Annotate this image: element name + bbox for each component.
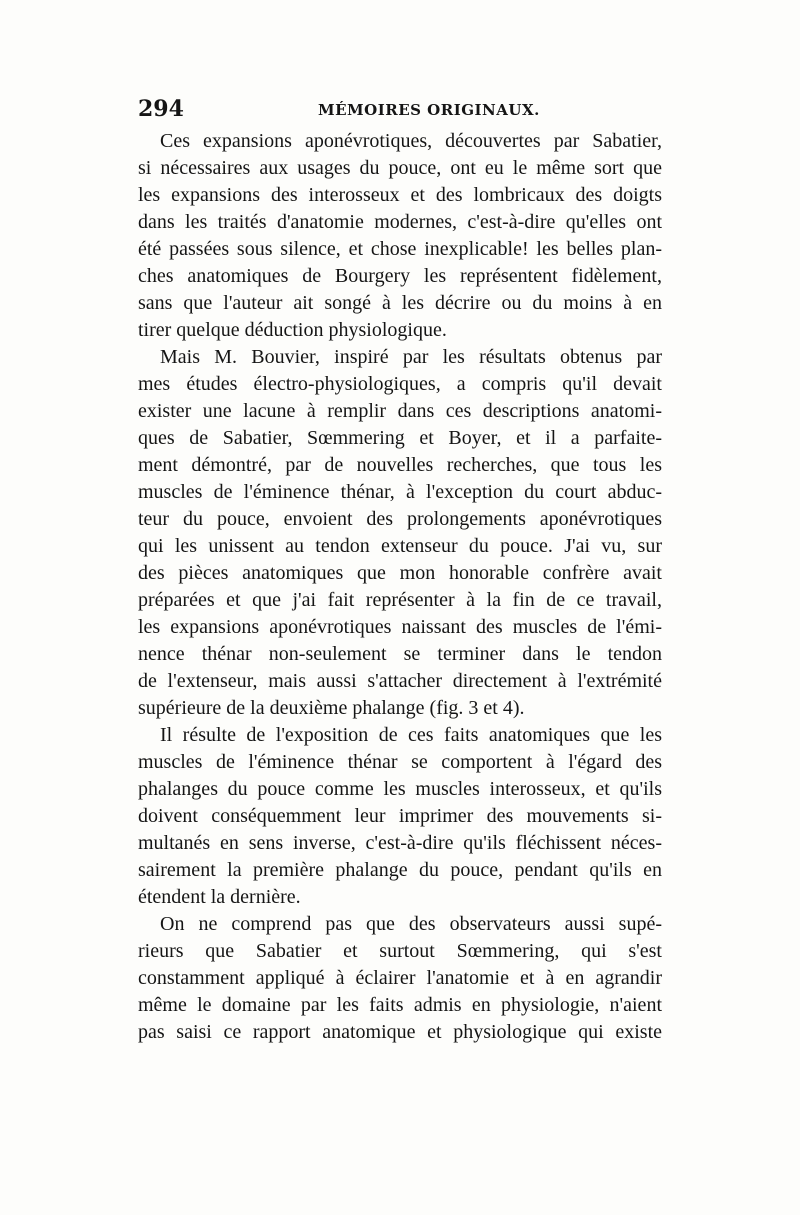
paragraph-3: [138, 722, 662, 911]
text-line: dans les traités d'anatomie modernes, c'est-à-dire qu'elles ont: [138, 211, 662, 233]
text-line: phalanges du pouce comme les muscles interosseux, et qu'ils: [138, 778, 662, 800]
text-line: constamment appliqué à éclairer l'anatomie et à en agrandir: [138, 967, 662, 989]
text-line: sairement la première phalange du pouce, pendant qu'ils en: [138, 859, 662, 881]
text-line: été passées sous silence, et chose inexplicable! les belles plan-: [138, 238, 662, 260]
text-line: préparées et que j'ai fait représenter à la fin de ce travail,: [138, 589, 662, 611]
text-line: exister une lacune à remplir dans ces descriptions anatomi-: [138, 400, 662, 422]
text-line: muscles de l'éminence thénar, à l'exception du court abduc-: [138, 481, 662, 503]
text-line: ques de Sabatier, Sœmmering et Boyer, et il a parfaite-: [138, 427, 662, 449]
text-line: multanés en sens inverse, c'est-à-dire qu'ils fléchissent néces-: [138, 832, 662, 854]
page-number: 294: [138, 96, 184, 122]
text-line: Il résulte de l'exposition de ces faits anatomiques que les: [160, 724, 662, 746]
text-line: étendent la dernière.: [138, 886, 301, 908]
text-line: mes études électro-physiologiques, a compris qu'il devait: [138, 373, 662, 395]
text-line: même le domaine par les faits admis en physiologie, n'aient: [138, 994, 662, 1016]
text-line: On ne comprend pas que des observateurs aussi supé-: [160, 913, 662, 935]
text-line: si nécessaires aux usages du pouce, ont eu le même sort que: [138, 157, 662, 179]
text-line: les expansions des interosseux et des lombricaux des doigts: [138, 184, 662, 206]
text-line: rieurs que Sabatier et surtout Sœmmering, qui s'est: [138, 940, 662, 962]
text-line: de l'extenseur, mais aussi s'attacher directement à l'extrémité: [138, 670, 662, 692]
paragraph-1: [138, 128, 662, 344]
paragraph-2: [138, 344, 662, 722]
text-line: qui les unissent au tendon extenseur du pouce. J'ai vu, sur: [138, 535, 662, 557]
text-line: ment démontré, par de nouvelles recherches, que tous les: [138, 454, 662, 476]
text-line: des pièces anatomiques que mon honorable confrère avait: [138, 562, 662, 584]
text-line: Ces expansions aponévrotiques, découvertes par Sabatier,: [160, 130, 662, 152]
text-line: tirer quelque déduction physiologique.: [138, 319, 447, 341]
text-line: sans que l'auteur ait songé à les décrire ou du moins à en: [138, 292, 662, 314]
running-head: [138, 96, 662, 124]
text-line: ches anatomiques de Bourgery les représentent fidèlement,: [138, 265, 662, 287]
text-line: les expansions aponévrotiques naissant des muscles de l'émi-: [138, 616, 662, 638]
body-text: [138, 128, 662, 1046]
text-line: doivent conséquemment leur imprimer des mouvements si-: [138, 805, 662, 827]
paragraph-4: [138, 911, 662, 1046]
text-line: nence thénar non-seulement se terminer dans le tendon: [138, 643, 662, 665]
text-line: teur du pouce, envoient des prolongements aponévrotiques: [138, 508, 662, 530]
text-line: muscles de l'éminence thénar se comportent à l'égard des: [138, 751, 662, 773]
text-line: supérieure de la deuxième phalange (fig. 3 et 4).: [138, 697, 525, 719]
text-line: Mais M. Bouvier, inspiré par les résultats obtenus par: [160, 346, 662, 368]
text-line: pas saisi ce rapport anatomique et physiologique qui existe: [138, 1021, 662, 1043]
running-title: MÉMOIRES ORIGINAUX.: [318, 101, 540, 119]
